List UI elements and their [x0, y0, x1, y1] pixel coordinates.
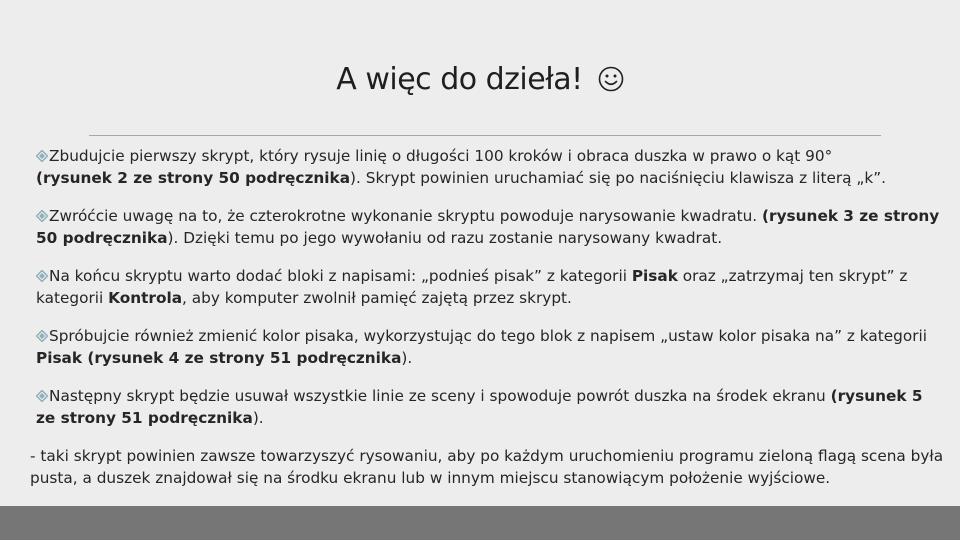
bullet-bold-text: (rysunek 3 ze strony 50 podręcznika	[36, 207, 940, 247]
bullet-text: Zbudujcie pierwszy skrypt, który rysuje linię o długości 100 kroków i obraca duszka w prawo o kąt 90°	[49, 147, 833, 165]
bullet-text: ).	[252, 409, 264, 427]
bullet-item-2	[30, 205, 945, 249]
bullet-item-3	[30, 265, 945, 309]
slide-content	[30, 145, 945, 489]
bullet-bold-text: Kontrola	[108, 289, 183, 307]
bullet-item-4	[30, 325, 945, 369]
diamond-bullet-icon	[36, 210, 48, 222]
bullet-text: ). Dzięki temu po jego wywołaniu od razu zostanie narysowany kwadrat.	[167, 229, 723, 247]
bullet-bold-text: Pisak	[631, 267, 678, 285]
title-divider	[89, 135, 881, 136]
bullet-bold-text: (rysunek 2 ze strony 50 podręcznika	[36, 169, 351, 187]
bullet-text: oraz „zatrzymaj ten skrypt” z kategorii	[36, 267, 908, 307]
bullet-item-5	[30, 385, 945, 429]
bullet-text: Spróbujcie również zmienić kolor pisaka, wykorzystując do tego blok z napisem „ustaw kolor pisaka na” z kategorii	[49, 327, 928, 345]
bullet-text: Na końcu skryptu warto dodać bloki z napisami: „podnieś pisak” z kategorii	[49, 267, 627, 285]
diamond-bullet-icon	[36, 330, 48, 342]
slide-title	[0, 62, 960, 97]
bullet-text: Następny skrypt będzie usuwał wszystkie linie ze sceny i spowoduje powrót duszka na środek ekranu	[49, 387, 826, 405]
bullet-text: Zwróćcie uwagę na to, że czterokrotne wykonanie skryptu powoduje narysowanie kwadratu.	[49, 207, 758, 225]
slide-title-text: A więc do dzieła!	[336, 62, 583, 97]
diamond-bullet-icon	[36, 150, 48, 162]
diamond-bullet-icon	[36, 390, 48, 402]
footer-bar	[0, 506, 960, 540]
diamond-bullet-icon	[36, 270, 48, 282]
bullet-text: , aby komputer zwolnił pamięć zajętą przez skrypt.	[182, 289, 572, 307]
bullet-item-1	[30, 145, 945, 189]
bullet-bold-text: (rysunek 5 ze strony 51 podręcznika	[36, 387, 923, 427]
closing-note: - taki skrypt powinien zawsze towarzyszyć rysowaniu, aby po każdym uruchomieniu programu zieloną flagą scena była pusta, a duszek znajdował się na środku ekranu lub w innym miejscu stanowiącym położenie wyjściowe.	[30, 447, 944, 487]
bullet-bold-text: Pisak (rysunek 4 ze strony 51 podręcznika	[36, 349, 402, 367]
smiley-face-icon	[598, 66, 624, 92]
bullet-text: ).	[401, 349, 413, 367]
bullet-text: ). Skrypt powinien uruchamiać się po naciśnięciu klawisza z literą „k”.	[350, 169, 886, 187]
